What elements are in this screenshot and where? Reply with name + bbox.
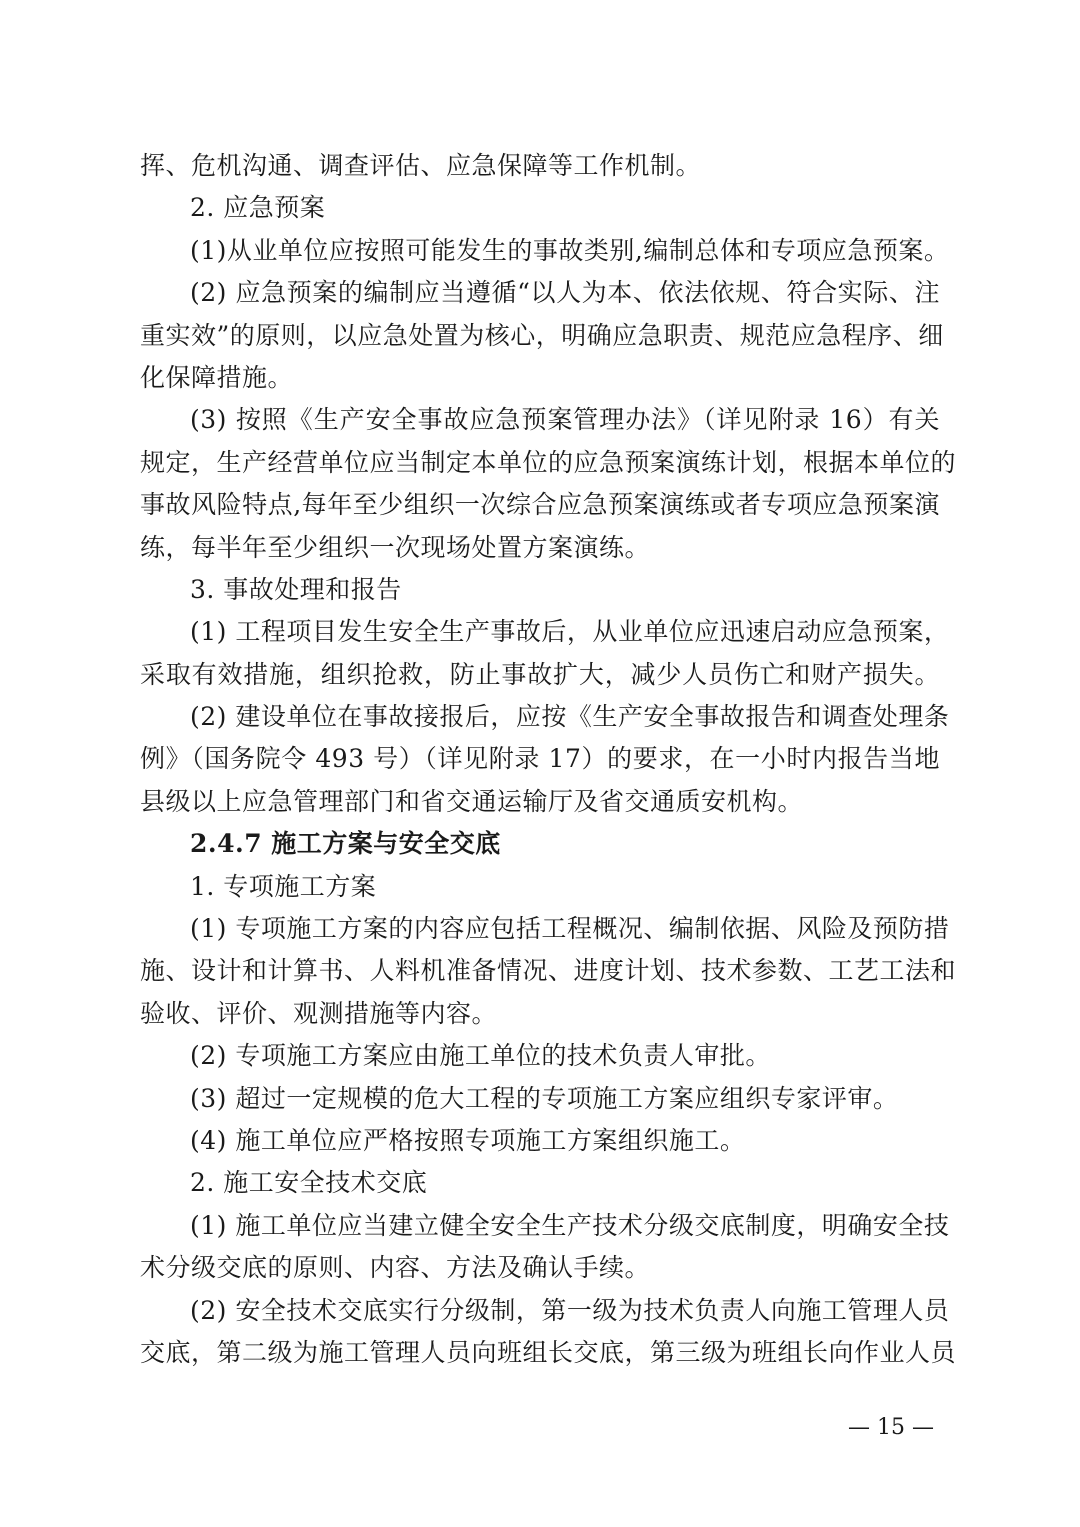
text-line: 采取有效措施，组织抢救，防止事故扩大，减少人员伤亡和财产损失。 xyxy=(140,659,940,689)
section-heading: 2. 施工安全技术交底 xyxy=(190,1168,428,1198)
text-line: (4) 施工单位应严格按照专项施工方案组织施工。 xyxy=(190,1125,746,1155)
text-line: 县级以上应急管理部门和省交通运输厅及省交通质安机构。 xyxy=(140,786,804,816)
text-line: 交底，第二级为施工管理人员向班组长交底，第三级为班组长向作业人员 xyxy=(140,1337,957,1367)
text-line: 规定，生产经营单位应当制定本单位的应急预案演练计划，根据本单位的 xyxy=(140,447,957,477)
text-line: (1)从业单位应按照可能发生的事故类别,编制总体和专项应急预案。 xyxy=(190,235,950,265)
text-line: (3) 超过一定规模的危大工程的专项施工方案应组织专家评审。 xyxy=(190,1083,899,1113)
section-heading: 1. 专项施工方案 xyxy=(190,871,377,901)
text-line: (2) 专项施工方案应由施工单位的技术负责人审批。 xyxy=(190,1041,771,1071)
text-line: 验收、评价、观测措施等内容。 xyxy=(140,998,498,1028)
text-line: 练，每半年至少组织一次现场处置方案演练。 xyxy=(140,532,651,562)
text-line: (2) 建设单位在事故接报后，应按《生产安全事故报告和调查处理条 xyxy=(190,702,950,732)
text-line: (1) 施工单位应当建立健全安全生产技术分级交底制度，明确安全技 xyxy=(190,1210,950,1240)
text-line: 术分级交底的原则、内容、方法及确认手续。 xyxy=(140,1253,651,1283)
text-line: (2) 应急预案的编制应当遵循“以人为本、依法依规、符合实际、注 xyxy=(190,278,940,308)
text-line: 例》（国务院令 493 号）（详见附录 17）的要求，在一小时内报告当地 xyxy=(140,744,940,774)
text-line: 施、设计和计算书、人料机准备情况、进度计划、技术参数、工艺工法和 xyxy=(140,956,957,986)
chapter-heading: 2.4.7 施工方案与安全交底 xyxy=(190,829,501,859)
text-line: 挥、危机沟通、调查评估、应急保障等工作机制。 xyxy=(140,151,702,180)
text-line: (1) 专项施工方案的内容应包括工程概况、编制依据、风险及预防措 xyxy=(190,914,950,944)
text-line: (3) 按照《生产安全事故应急预案管理办法》（详见附录 16）有关 xyxy=(190,405,940,435)
text-line: 重实效”的原则，以应急处置为核心，明确应急职责、规范应急程序、细 xyxy=(140,320,944,350)
text-line: 事故风险特点,每年至少组织一次综合应急预案演练或者专项应急预案演 xyxy=(140,490,940,520)
section-heading: 3. 事故处理和报告 xyxy=(190,574,402,604)
text-line: (1) 工程项目发生安全生产事故后，从业单位应迅速启动应急预案， xyxy=(190,617,950,647)
section-heading: 2. 应急预案 xyxy=(190,193,326,223)
page-number: — 15 — xyxy=(848,1415,934,1440)
document-body xyxy=(140,145,957,1374)
text-line: 化保障措施。 xyxy=(140,362,294,392)
text-line: (2) 安全技术交底实行分级制，第一级为技术负责人向施工管理人员 xyxy=(190,1295,950,1325)
